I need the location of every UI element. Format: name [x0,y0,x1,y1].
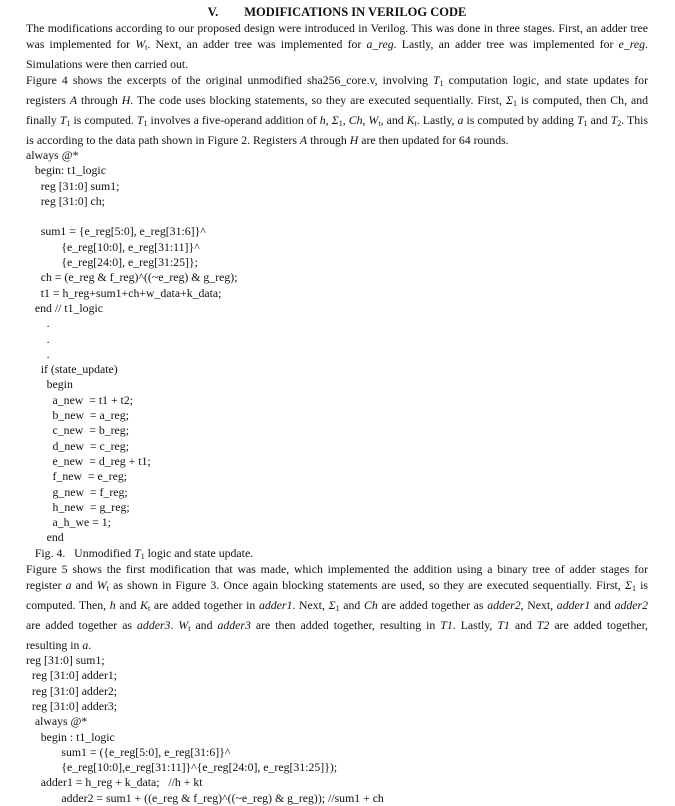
code-line: e_new = d_reg + t1; [26,453,151,468]
code-line: begin : t1_logic [26,729,115,744]
paper-page [26,4,648,806]
code-line: . [26,331,50,346]
code-line: begin: t1_logic [26,163,106,178]
paragraph-3: Figure 5 shows the first modification that was made, which implemented the addition using a binary tree of adder stages for register a and $W_t$ as shown in Figure 3. Once again blocking statements are used, so they are executed sequentially. First, $\Sigma_1$ is computed. Then, h and $K_t$ are added together in adder1. Next, $\Sigma_1$ and Ch are added together as adder2, Next, adder1 and adder2 are added together as adder3. $W_t$ and adder3 are then added together, resulting in T1. Lastly, T1 and T2 are added together, resulting in a. [26,562,649,653]
code-line: end // t1_logic [26,300,103,315]
code-line: {e_reg[10:0],e_reg[31:11]}^{e_reg[24:0], e_reg[31:25]}); [26,760,338,775]
code-line: . [26,316,50,331]
code-line: ch = (e_reg & f_reg)^((~e_reg) & g_reg); [26,270,238,285]
code-line: reg [31:0] sum1; [26,178,120,193]
code-line: reg [31:0] sum1; [26,653,105,668]
code-line: h_new = g_reg; [26,499,130,514]
code-line: sum1 = ({e_reg[5:0], e_reg[31:6]}^ [26,744,231,759]
code-line: if (state_update) [26,362,118,377]
code-line: always @* [26,714,88,729]
code-line: f_new = e_reg; [26,469,127,484]
code-line: reg [31:0] adder2; [26,683,118,698]
code-line: always @* [26,148,79,162]
code-line: g_new = f_reg; [26,484,128,499]
code-line: reg [31:0] ch; [26,193,105,208]
code-line: {e_reg[24:0], e_reg[31:25]}; [26,255,198,270]
section-number: V. [207,5,219,19]
code-line: t1 = h_reg+sum1+ch+w_data+k_data; [26,285,222,300]
code-line: end [26,530,64,545]
section-title: MODIFICATIONS IN VERILOG CODE [244,5,467,19]
code-line [26,209,648,224]
code-listing-fig4 [26,148,648,546]
code-line: sum1 = {e_reg[5:0], e_reg[31:6]}^ [26,224,206,239]
section-heading [26,4,648,20]
code-line: reg [31:0] adder3; [26,698,118,713]
figure-4-caption: Fig. 4. Unmodified $T_1$ logic and state update. [26,545,254,561]
code-line: adder2 = sum1 + ((e_reg & f_reg)^((~e_reg) & g_reg)); //sum1 + ch [26,790,384,805]
code-line: begin [26,377,73,392]
code-line: a_new = t1 + t2; [26,392,134,407]
code-listing-fig5 [26,653,648,806]
paragraph-2: Figure 4 shows the excerpts of the original unmodified sha256_core.v, involving $T_1$ computation logic, and state updates for registers A through H. The code uses blocking statements, so they are executed sequentially. First, $\Sigma_1$ is computed, then Ch, and finally $T_1$ is computed. $T_1$ involves a five-operand addition of h, $\Sigma_1$, Ch, $W_t$, and $K_t$. Lastly, a is computed by adding $T_1$ and $T_2$. This is according to the data path shown in Figure 2. Registers A through H are then updated for 64 rounds. [26,73,649,147]
code-line: {e_reg[10:0], e_reg[31:11]}^ [26,239,200,254]
code-line: . [26,346,50,361]
code-line: b_new = a_reg; [26,408,129,423]
code-line: d_new = c_reg; [26,438,129,453]
code-line: adder1 = h_reg + k_data; //h + kt [26,775,203,790]
code-line: a_h_we = 1; [26,515,111,530]
paragraph-1: The modifications according to our proposed design were introduced in Verilog. This was done in three stages. First, an adder tree was implemented for $W_t$. Next, an adder tree was implemented for a_reg. Lastly, an adder tree was implemented for e_reg. Simulations were then carried out. [26,21,648,71]
code-line: reg [31:0] adder1; [26,668,118,683]
code-line: c_new = b_reg; [26,423,129,438]
